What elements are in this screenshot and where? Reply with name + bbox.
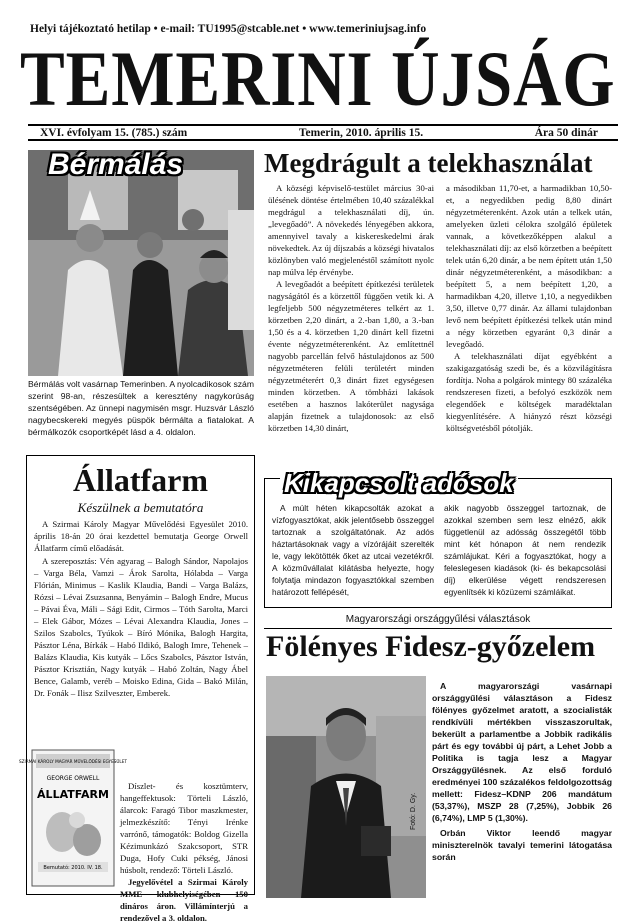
price: Ára 50 dinár: [534, 127, 598, 139]
poster-date: Bemutató: 2010. IV. 18.: [43, 865, 103, 871]
election-body: [432, 680, 612, 866]
telek-column-left: [268, 182, 434, 434]
allatfarm-poster: [19, 750, 127, 886]
allatfarm-subheadline: Készülnek a bemutatóra: [77, 500, 204, 515]
election-headline: Fölényes Fidesz-győzelem: [266, 630, 596, 663]
issue-info-bar: [28, 124, 618, 141]
allatfarm-tickets: Jegyelővétel a Szirmai Károly MME klubhelyiségében 150 dináros áron. Villámínterjú a rendezővel a 3. oldalon.: [120, 877, 248, 923]
election-photo-caption: Orbán Viktor leendő magyar miniszterelnök tavalyi temerini látogatása során: [432, 828, 612, 862]
kikapcsolt-body: [272, 502, 606, 598]
masthead: TEMERINI ÚJSÁG: [20, 35, 616, 122]
telek-body: [268, 182, 612, 434]
allatfarm-body: [34, 518, 248, 700]
election-paragraph: A magyarországi vasárnapi országgyűlési választáson a Fidesz fölényes győzelmet aratott, a szocialisták rendkívüli mértékben visszaszorultak, bekerült a parlamentbe a Jobbik radikális párt és egy további új párt, a Lehet Jobb a Politika is tagja lesz a Magyar Országgyűlésnek. Az első forduló eredményei 100 százalékos feldolgozottság mellett: Fidesz–KDNP 206 mandátum (53,37%), MSZP 28 (7,25%), Jobbik 26 (6,74%), LMP 5 (1,30%).: [432, 681, 612, 823]
kikapcsolt-paragraph: A múlt héten kikapcsolták azokat a vízfogyasztókat, akik jelentősebb összeggel tartoznak a szolgáltatónak. Az adós háztartásoknak vagy a vízórájáit szerelték le, vagy lekötötték őket az utcai vezetékről. A közművállalat kilátásba helyezte, hogy folytatja mindazon fogyasztókkal szemben határozott fellépését,: [272, 503, 434, 597]
bermalas-caption: Bérmálás volt vasárnap Temerinben. A nyolcadikosok szám szerint 98-an, részesültek a keresztény nagykorúság szentségében. Az ünnepi nagymisén msgr. Huzsvár László nagybecskereki megyés püspök bérmálta a fiatalokat. A bérmálkozók csoportképét lásd a 4. oldalon.: [28, 379, 254, 437]
confirmation-photo: [28, 150, 254, 376]
telek-paragraph: a másodikban 11,70-et, a harmadikban 10,50-et, a negyedikben pedig 8,80 dinárt négyzetméterenként. Azok után a telkek után, amelyeken üzleti célokra szolgáló épületek vannak, a következőképpen alakul a telekhasználati díj: az első körzetben a beépített telek után 6,20 dinár, a be nem épített után 1,50 dinár négyzetméterenként, a másodikban: a beépített 5, a nem beépített 1,20, a harmadikban 4,20, illetve 1,10, a negyedikben 3,50, illetve 0,77 dinár. Az állami tulajdonban levő nem beépített építkezési telkek után mind a négy körzetben egyaránt 0,3 dinár a levegőadó.: [446, 183, 612, 349]
allatfarm-cast: A szereposztás: Vén agyarag – Balogh Sándor, Napolajos – Varga Béla, Vamzi – Árok Sarolta, Hólabda – Varga Flórián, Minimus – Kaslik Klaudia, Bandi – Varga Balázs, Rózsi – Lévai Zsuzsanna, Benyámin – Balogh Endre, Mucus – Pávai Éva, Máli – Sági Edit, Cirmos – Tóth Sarolta, Marci – Elek Gábor, Mózes – Lévai Alexandra Klaudia, Jones – Szilos Szabolcs, Tyúkok – Bíró Mónika, Balogh Hargita, Pásztor Léna, Bírkák – Habó Ildikó, Balogh Imre, Tehenek – Balázs Klaudia, Kis kutyák – Lőcs Szabolcs, Pásztor István, Pásztor Krisztián, Nagy kutyák – Habó Zoltán, Nagy Ábel Bence, Galamb, veréb – Moisko Edina, Gida – Bakó Milán, Dr. Fonák – Ilisz Szilveszter, Emberek.: [34, 556, 248, 698]
kikapcsolt-headline: Kikapcsolt adósok: [280, 468, 518, 499]
poster-title: ÁLLATFARM: [37, 788, 109, 801]
allatfarm-body-continued: [120, 780, 248, 924]
poster-organizer: SZIRMAI KÁROLY MAGYAR MŰVELŐDÉSI EGYESÜLET: [19, 759, 127, 764]
kikapcsolt-column-right: [444, 502, 606, 598]
allatfarm-paragraph: A Szirmai Károly Magyar Művelődési Egyesület 2010. április 18-án 20 órai kezdettel bemutatja George Orwell Állatfarm című előadását.: [34, 519, 248, 553]
kikapcsolt-column-left: [272, 502, 434, 598]
kikapcsolt-paragraph: akik nagyobb összeggel tartoznak, de azokkal szemben sem lesz elnéző, akik függetlenül az adósság összegétől több mint két hónapon át nem rendezik számlájukat. Kéri a fogyasztókat, hogy a feleslegesen kiadások (ki- és bekapcsolási díj) elkerülése végett rendszeresen egyenlítsék ki közüzemi számláikat.: [444, 503, 606, 597]
telek-paragraph: A községi képviselő-testület március 30-ai ülésének döntése értelmében 10,40 százalékkal megdrágul a telekhasználati díj, ún. „levegőadó”. A növekedés lényegében akkora, amennyivel tavaly a kiskereskedelmi árak növekedtek. Az új díjszabás a községi hivatalos közlönyben való megjelenéstől számított nyolc nap múlva lép érvénybe.: [268, 183, 434, 277]
bermalas-headline: Bérmálás: [48, 148, 184, 181]
photo-credit: Fotó: D. Gy.: [410, 792, 417, 830]
telek-column-right: [446, 182, 612, 434]
dateline: Temerin, 2010. április 15.: [298, 127, 424, 139]
volume-number: XVI. évfolyam 15. (785.) szám: [40, 127, 188, 139]
allatfarm-credits: Díszlet- és kosztümterv, hangeffektusok: Törteli László, álarcok: Faragó Tibor maszkmester, jelmezkészítő: Tényi Irénke varrónő, támogatók: Boldog Gizella Kézimunkázó Szakcsoport, STR Duga, Hofy Cuki pékség, Jánosi húsbolt, rendező: Törteli László.: [120, 781, 248, 875]
election-kicker: Magyarországi országgyűlési választások: [264, 614, 612, 629]
allatfarm-headline: Állatfarm: [72, 462, 209, 498]
poster-author: GEORGE ORWELL: [46, 775, 100, 782]
orban-photo: [266, 676, 426, 898]
telek-headline: Megdrágult a telekhasználat: [264, 148, 593, 178]
telek-paragraph: A levegőadót a beépített építkezési területek nagyságától és a körzettől függően vetik ki. A legfeljebb 500 négyzetméteres telkért az 1. körzetben 2,20 dinárt, a 2.-ban 1,80, a 3.-ban 1,50 és a 4. körzetben 1,20 dinárt kell fizetni évente négyzetméterenként. Az említettnél nagyobb parcellán felvő hástulajdonos az 500 négyzetméteren felüli területért minden négyzetméterért 0,3 dinárt fizet egységesen minden körzetben. A tömbházi lakások esetében a hasznos lakóterület nagysága alapján fizetnek a tulajdonosok: az első körzetben 14,30 dinárt,: [268, 279, 434, 433]
tagline: Helyi tájékoztató hetilap • e-mail: TU1995@stcable.net • www.temeriniujsag.info: [30, 23, 427, 35]
telek-paragraph: A telekhasználati díjat egyébként a szakigazgatóság szedi be, és a közvilágításra fordítja. Noha a polgárok mintegy 80 százaléka rendszeresen fizeti, a befolyó eszközök nem elegendőek e költségek maradéktalan kiegyenlítésére. A hiányzó részt községi költségvetésből pótolják.: [446, 351, 612, 433]
